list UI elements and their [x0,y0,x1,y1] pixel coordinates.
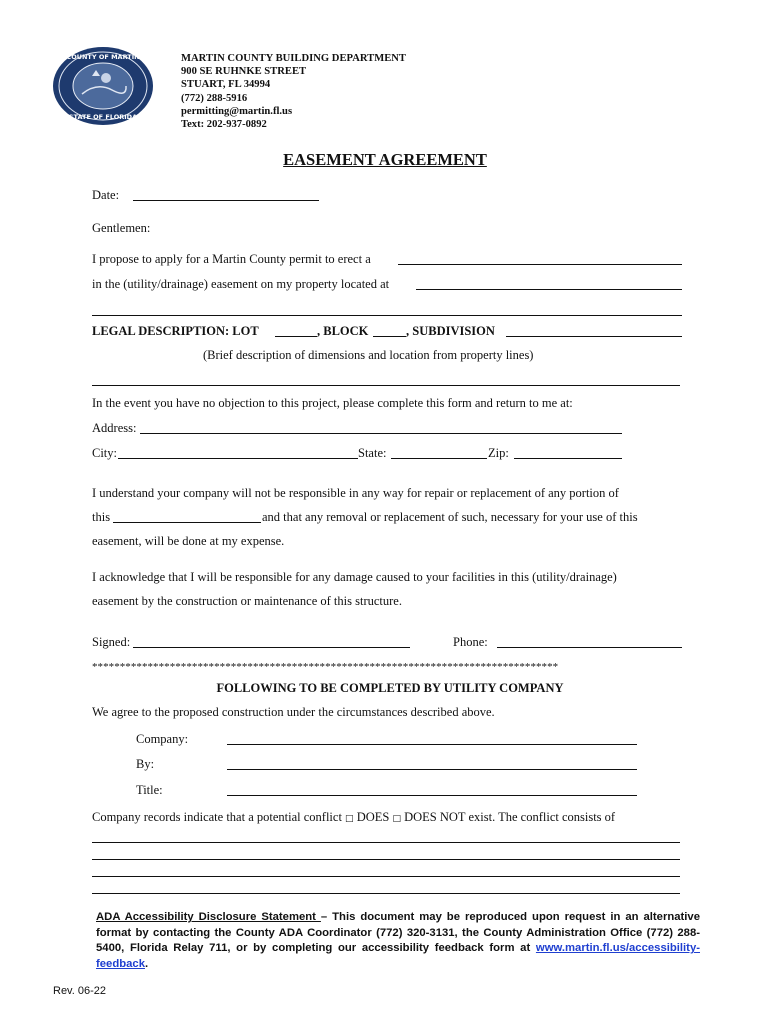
event-text: In the event you have no objection to this project, please complete this form and return to me at: [92,396,573,410]
zip-field[interactable] [514,458,622,459]
conflict-field-1[interactable] [92,842,680,843]
date-field[interactable] [133,200,319,201]
department-name: MARTIN COUNTY BUILDING DEPARTMENT [181,53,406,64]
revision-label: Rev. 06-22 [53,985,106,997]
address-label: Address: [92,421,137,435]
property-location-field-2[interactable] [92,315,682,316]
conflict-field-3[interactable] [92,876,680,877]
block-field[interactable] [373,336,406,337]
acknowledge-line-1: I acknowledge that I will be responsible for any damage caused to your facilities in this (utility/drainage) [92,570,617,584]
signed-label: Signed: [92,635,131,649]
subdivision-label: , SUBDIVISION [406,324,495,338]
conflict-field-4[interactable] [92,893,680,894]
svg-text:COUNTY OF MARTIN: COUNTY OF MARTIN [66,53,140,61]
by-field[interactable] [227,769,637,770]
ada-disclosure-statement [96,910,700,972]
understand-line-3: easement, will be done at my expense. [92,534,285,548]
phone-field[interactable] [497,647,682,648]
state-field[interactable] [391,458,487,459]
subdivision-field[interactable] [506,336,682,337]
ada-end: . [144,957,149,970]
text-number: Text: 202-937-0892 [181,119,267,131]
street-address: 900 SE RUHNKE STREET [181,66,307,78]
city-state-zip: STUART, FL 34994 [181,79,271,91]
asterisk-divider: ************************************************************************************ [92,661,559,673]
address-field[interactable] [140,433,622,434]
acknowledge-line-2: easement by the construction or maintenance of this structure. [92,594,402,608]
city-field[interactable] [118,458,358,459]
email-address: permitting@martin.fl.us [181,105,293,117]
portion-field[interactable] [113,522,261,523]
understand-line-1: I understand your company will not be responsible in any way for repair or replacement of any portion of [92,486,619,500]
conflict-text: Company records indicate that a potential conflict [92,810,342,824]
phone-label: Phone: [453,635,488,649]
salutation: Gentlemen: [92,221,151,235]
understand-this: this [92,510,111,524]
signature-field[interactable] [133,647,410,648]
phone-number: (772) 288-5916 [181,92,248,104]
company-field[interactable] [227,744,637,745]
agree-text: We agree to the proposed construction under the circumstances described above. [92,705,495,719]
structure-field[interactable] [398,264,682,265]
ada-body: – This document may be reproduced upon request in an alternative format by contacting the County ADA Coordinator (772) 320-3131, the County Administration Office (772) 288-5400, Florida Relay 711, or by completing our accessibility feedback form at [96,911,700,955]
ada-heading: ADA Accessibility Disclosure Statement [96,911,321,923]
city-label: City: [92,446,118,460]
by-label: By: [136,757,155,771]
svg-text:STATE OF FLORIDA: STATE OF FLORIDA [68,113,138,121]
page-title: EASEMENT AGREEMENT [283,150,487,169]
property-location-field[interactable] [416,289,682,290]
zip-label: Zip: [488,446,509,460]
department-address-block [181,52,406,131]
does-not-checkbox[interactable]: □ [392,814,401,824]
county-seal-logo [52,46,154,126]
legal-description-lot-label: LEGAL DESCRIPTION: LOT [92,324,259,338]
brief-description-note: (Brief description of dimensions and location from property lines) [203,348,534,362]
accessibility-feedback-link[interactable]: www.martin.fl.us/accessibility-feedback [96,942,700,970]
title-field[interactable] [227,795,637,796]
does-label: DOES [356,810,390,824]
does-not-label: DOES NOT exist. The conflict consists of [404,810,616,824]
description-field[interactable] [92,385,680,386]
company-label: Company: [136,732,189,746]
utility-heading: FOLLOWING TO BE COMPLETED BY UTILITY COMPANY [216,681,564,695]
conflict-field-2[interactable] [92,859,680,860]
lot-field[interactable] [275,336,317,337]
block-label: , BLOCK [317,324,369,338]
date-label: Date: [92,188,120,202]
does-checkbox[interactable]: □ [345,814,354,824]
state-label: State: [358,446,387,460]
conflict-statement [92,810,615,825]
understand-line-2: and that any removal or replacement of such, necessary for your use of this [262,510,638,524]
easement-text: in the (utility/drainage) easement on my property located at [92,277,390,291]
propose-text: I propose to apply for a Martin County permit to erect a [92,252,371,266]
title-label: Title: [136,783,163,797]
